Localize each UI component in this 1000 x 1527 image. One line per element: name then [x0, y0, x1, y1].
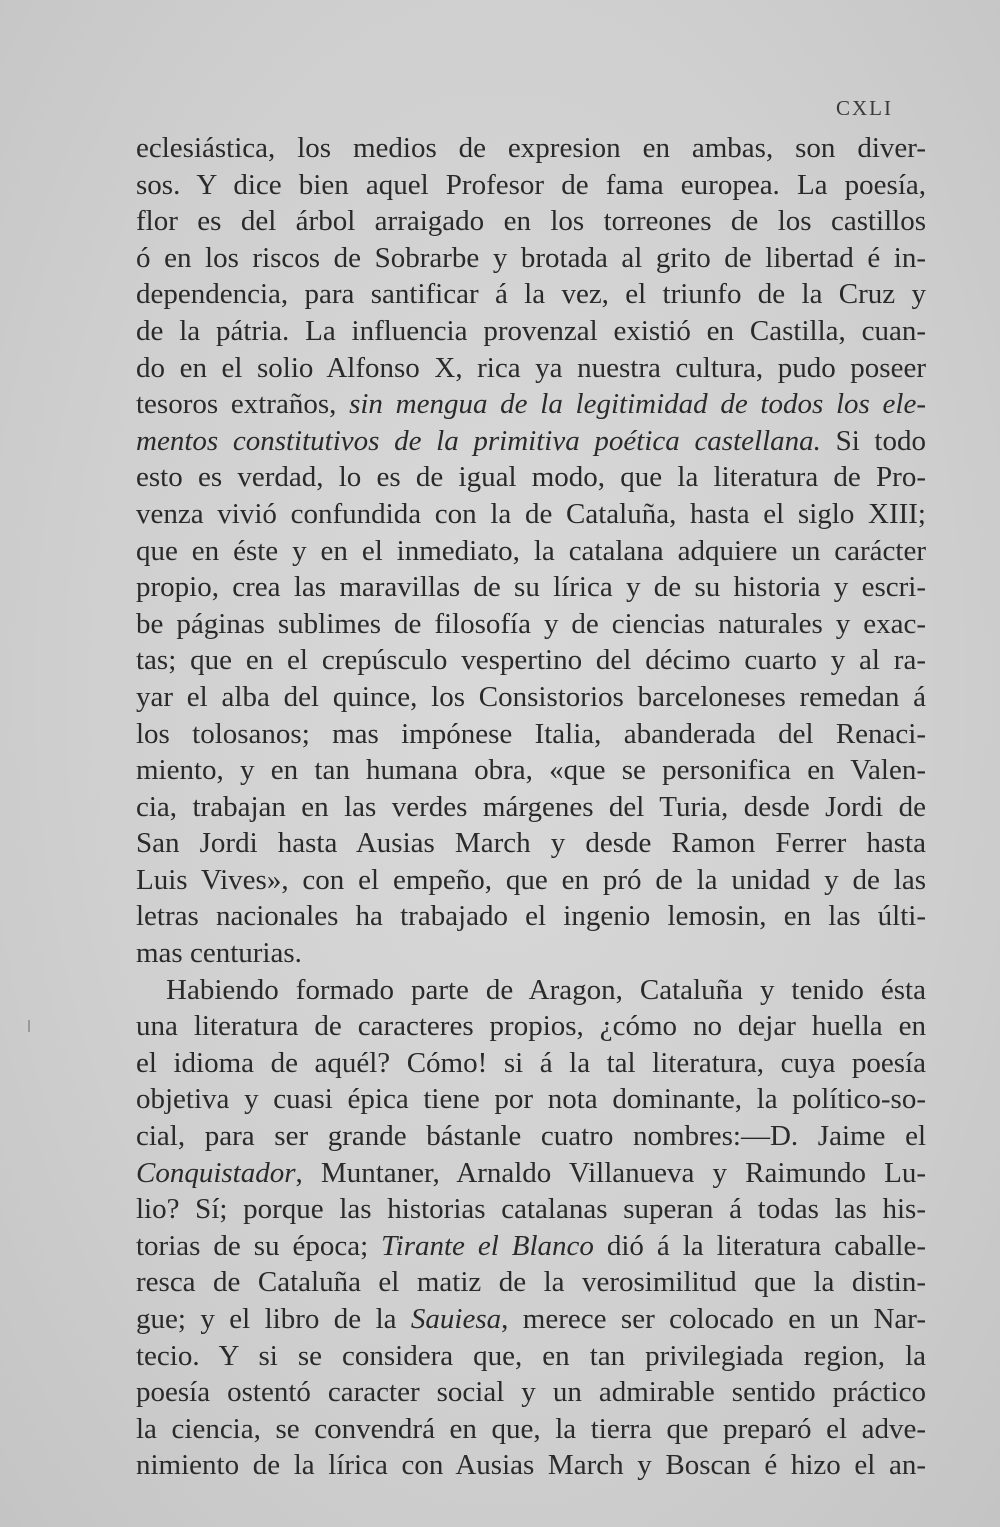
text-segment: Habiendo formado parte de Aragon, Cataluña y tenido ésta	[166, 973, 926, 1006]
text-segment: gue; y el libro de la	[136, 1303, 411, 1335]
text-segment: poesía ostentó caracter social y un admirable sentido práctico	[136, 1376, 926, 1409]
text-segment: los tolosanos; mas impónese Italia, abanderada del Renaci-	[136, 717, 926, 750]
text-line	[136, 1301, 926, 1338]
text-line	[136, 240, 926, 277]
text-segment: cia, trabajan en las verdes márgenes del Turia, desde Jordi de	[136, 790, 926, 823]
text-line	[136, 752, 926, 789]
text-line	[136, 276, 926, 313]
text-segment: propio, crea las maravillas de su lírica y de su historia y escri-	[136, 571, 926, 604]
text-segment: torias de su época;	[136, 1229, 382, 1262]
text-segment: San Jordi hasta Ausias March y desde Ramon Ferrer hasta	[136, 827, 926, 860]
text-segment: do en el solio Alfonso X, rica ya nuestra cultura, pudo poseer	[136, 351, 926, 384]
text-segment: tecio. Y si se considera que, en tan privilegiada region, la	[136, 1339, 926, 1372]
text-line	[136, 1374, 926, 1411]
text-line	[136, 459, 926, 496]
text-line	[136, 606, 926, 643]
text-line	[136, 203, 926, 240]
text-segment: la ciencia, se convendrá en que, la tierra que preparó el adve-	[136, 1412, 926, 1445]
text-line	[136, 533, 926, 570]
text-line	[136, 789, 926, 826]
text-line	[136, 423, 926, 460]
text-segment: venza vivió confundida con la de Cataluña, hasta el siglo XIII;	[136, 497, 926, 530]
text-segment: , Muntaner, Arnaldo Villanueva y Raimundo Lu-	[295, 1156, 926, 1189]
italic-text: sin mengua de la legitimidad de todos los ele-	[349, 388, 927, 421]
text-line	[136, 935, 926, 972]
text-line	[136, 1338, 926, 1375]
text-line	[136, 972, 926, 1009]
text-segment: eclesiástica, los medios de expresion en ambas, son diver-	[136, 132, 926, 164]
text-segment: ó en los riscos de Sobrarbe y brotada al grito de libertad é in-	[136, 241, 926, 274]
text-segment: miento, y en tan humana obra, «que se personifica en Valen-	[136, 754, 926, 787]
text-segment: el idioma de aquél? Cómo! si á la tal literatura, cuya poesía	[136, 1046, 926, 1079]
text-segment: esto es verdad, lo es de igual modo, que la literatura de Pro-	[136, 461, 926, 494]
text-line	[136, 1008, 926, 1045]
text-segment: objetiva y cuasi épica tiene por nota dominante, la político-so-	[136, 1083, 926, 1116]
text-segment: lio? Sí; porque las historias catalanas superan á todas las his-	[136, 1193, 926, 1226]
text-line	[136, 642, 926, 679]
text-line	[136, 1191, 926, 1228]
text-segment: be páginas sublimes de filosofía y de ciencias naturales y exac-	[136, 607, 926, 640]
text-segment: yar el alba del quince, los Consistorios barceloneses remedan á	[136, 680, 926, 713]
text-line	[136, 496, 926, 533]
text-line	[136, 130, 926, 167]
text-segment: dió á la literatura caballe-	[593, 1229, 926, 1262]
text-line	[136, 679, 926, 716]
text-line	[136, 1118, 926, 1155]
text-segment: que en éste y en el inmediato, la catalana adquiere un carácter	[136, 534, 926, 567]
text-line	[136, 313, 926, 350]
text-line	[136, 825, 926, 862]
text-line	[136, 898, 926, 935]
text-line	[136, 167, 926, 204]
text-segment: flor es del árbol arraigado en los torreones de los castillos	[136, 205, 926, 238]
text-segment: dependencia, para santificar á la vez, el triunfo de la Cruz y	[136, 278, 926, 311]
text-segment: resca de Cataluña el matiz de la verosimilitud que la distin-	[136, 1266, 926, 1299]
italic-text: Sauiesa	[410, 1303, 502, 1335]
text-segment: Si todo	[820, 424, 926, 457]
text-line	[136, 1081, 926, 1118]
text-segment: mas centurias.	[136, 937, 302, 970]
text-line	[136, 569, 926, 606]
text-segment: nimiento de la lírica con Ausias March y Boscan é hizo el an-	[136, 1449, 926, 1482]
text-segment: de la pátria. La influencia provenzal existió en Castilla, cuan-	[136, 314, 926, 347]
text-line	[136, 716, 926, 753]
page-number: CXLI	[836, 96, 893, 120]
text-line	[136, 1228, 926, 1265]
text-segment: letras nacionales ha trabajado el ingenio lemosin, en las últi-	[136, 900, 926, 933]
margin-mark	[28, 1020, 30, 1032]
text-segment: Luis Vives», con el empeño, que en pró de la unidad y de las	[136, 863, 926, 896]
italic-text: mentos constitutivos de la primitiva poética castellana.	[136, 424, 821, 457]
text-line	[136, 1264, 926, 1301]
italic-text: Conquistador	[136, 1156, 296, 1189]
text-segment: tas; que en el crepúsculo vespertino del décimo cuarto y al ra-	[136, 644, 926, 677]
text-segment: una literatura de caracteres propios, ¿cómo no dejar huella en	[136, 1010, 926, 1043]
text-line	[136, 386, 926, 423]
text-line	[136, 1447, 926, 1484]
text-line	[136, 862, 926, 899]
text-segment: , merece ser colocado en un Nar-	[501, 1303, 926, 1335]
italic-text: Tirante el Blanco	[381, 1229, 594, 1262]
text-line	[136, 1045, 926, 1082]
text-line	[136, 1411, 926, 1448]
text-line	[136, 350, 926, 387]
text-segment: sos. Y dice bien aquel Profesor de fama europea. La poesía,	[136, 168, 926, 201]
body-text	[136, 130, 926, 1484]
text-segment: tesoros extraños,	[136, 388, 350, 421]
text-segment: cial, para ser grande bástanle cuatro nombres:—D. Jaime el	[136, 1120, 926, 1153]
text-line	[136, 1155, 926, 1192]
